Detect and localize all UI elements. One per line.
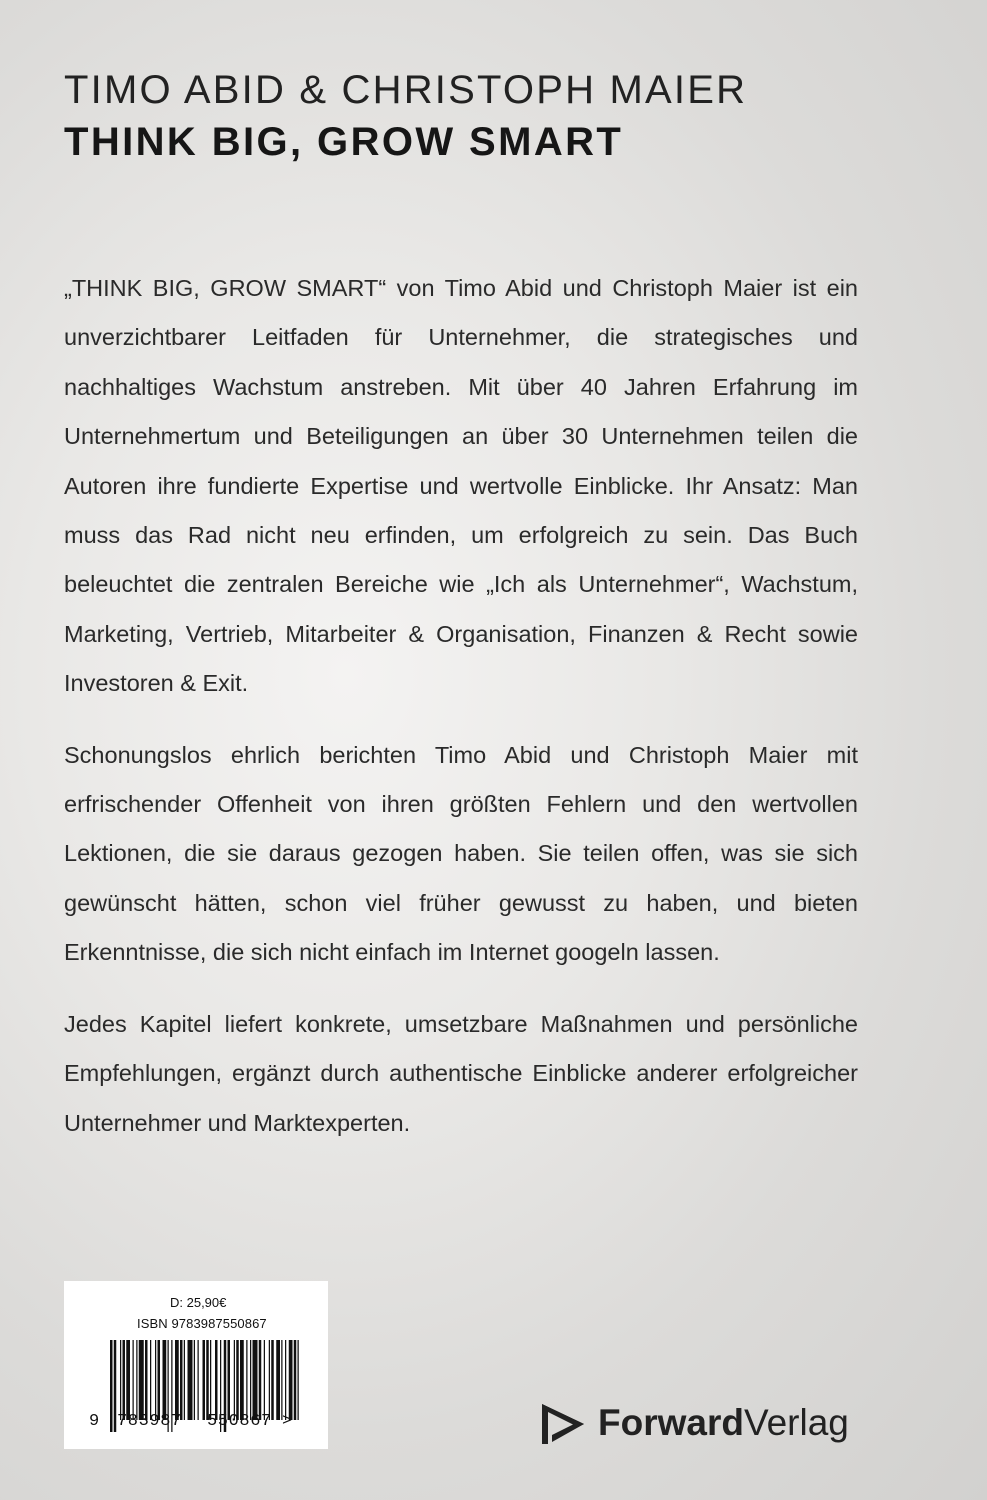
barcode-bar bbox=[246, 1340, 247, 1420]
barcode-bar bbox=[289, 1340, 293, 1420]
publisher-name-regular: Verlag bbox=[743, 1402, 849, 1443]
barcode-digits-right: 550867 bbox=[207, 1412, 272, 1431]
barcode-bar bbox=[175, 1340, 179, 1420]
barcode-bar bbox=[114, 1340, 117, 1432]
barcode-bar bbox=[203, 1340, 206, 1420]
barcode-box bbox=[64, 1281, 328, 1449]
barcode-bar bbox=[210, 1340, 211, 1420]
blurb-paragraph-2: Schonungslos ehrlich berichten Timo Abid und Christoph Maier mit erfrischender Offenheit von ihren größten Fehlern und den wertvollen Lektionen, die sie daraus gezogen haben. Sie teilen offen, was sie sich gewünscht hätten, schon viel früher gewusst zu haben, und bieten Erkenntnisse, die sich nicht einfach im Internet googeln lassen. bbox=[64, 741, 858, 966]
barcode-bar bbox=[294, 1340, 297, 1420]
barcode-bar bbox=[228, 1340, 231, 1420]
isbn-label: ISBN 9783987550867 bbox=[137, 1316, 267, 1331]
barcode-end-marker: > bbox=[282, 1412, 293, 1431]
barcode-bar bbox=[253, 1340, 258, 1420]
barcode-bar bbox=[298, 1340, 299, 1420]
barcode-bar bbox=[250, 1340, 251, 1420]
barcode-bar bbox=[158, 1340, 161, 1420]
book-title: THINK BIG, GROW SMART bbox=[64, 120, 624, 164]
barcode-bar bbox=[269, 1340, 270, 1420]
barcode-bar bbox=[271, 1340, 274, 1420]
barcode-bar bbox=[206, 1340, 209, 1420]
barcode-bar bbox=[285, 1340, 286, 1420]
barcode-bar bbox=[150, 1340, 151, 1420]
barcode-bar bbox=[240, 1340, 244, 1420]
barcode-digits-left: 783987 bbox=[117, 1412, 182, 1431]
barcode-bar bbox=[215, 1340, 218, 1420]
author-names: TIMO ABID & CHRISTOPH MAIER bbox=[64, 68, 748, 112]
price-label: D: 25,90€ bbox=[170, 1295, 227, 1310]
barcode-bar bbox=[264, 1340, 265, 1420]
barcode-bar bbox=[194, 1340, 195, 1420]
barcode-bar bbox=[126, 1340, 130, 1420]
barcode-bar bbox=[198, 1340, 199, 1420]
barcode-digit-first: 9 bbox=[89, 1412, 100, 1431]
barcode-bar bbox=[188, 1340, 193, 1420]
barcode-bar bbox=[234, 1340, 235, 1420]
barcode-bar bbox=[145, 1340, 148, 1420]
barcode-bar bbox=[281, 1340, 282, 1420]
barcode-bar bbox=[184, 1340, 185, 1420]
blurb-paragraph-1: „THINK BIG, GROW SMART“ von Timo Abid und Christoph Maier ist ein unverzichtbarer Leitfaden für Unternehmer, die strategisches und nachhaltiges Wachstum anstreben. Mit über 40 Jahren Erfahrung im Unternehmertum und Beteiligungen an über 30 Unternehmen teilen die Autoren ihre fundierte Expertise und wertvolle Einblicke. Ihr Ansatz: Man muss das Rad nicht neu erfinden, um erfolgreich zu sein. Das Buch beleuchtet die zentralen Bereiche wie „Ich als Unternehmer“, Wachstum, Marketing, Vertrieb, Mitarbeiter & Organisation, Finanzen & Recht sowie Investoren & Exit. bbox=[64, 275, 858, 697]
blurb-paragraph-3: Jedes Kapitel liefert konkrete, umsetzbare Maßnahmen und persönliche Empfehlungen, ergänzt durch authentische Einblicke anderer erfolgreicher Unternehmer und Marktexperten. bbox=[64, 1010, 858, 1136]
barcode-bar bbox=[139, 1340, 144, 1420]
barcode-bar bbox=[259, 1340, 262, 1420]
publisher-name bbox=[598, 1401, 849, 1445]
barcode-bar bbox=[123, 1340, 126, 1420]
barcode-bar bbox=[133, 1340, 134, 1420]
barcode-bar bbox=[236, 1340, 239, 1420]
barcode-bar bbox=[180, 1340, 183, 1420]
barcode-bar bbox=[155, 1340, 156, 1420]
barcode-bar bbox=[110, 1340, 113, 1432]
barcode-bar bbox=[120, 1340, 121, 1420]
barcode-bar bbox=[276, 1340, 280, 1420]
barcode-bar bbox=[136, 1340, 137, 1420]
barcode-bar bbox=[163, 1340, 167, 1420]
publisher-name-bold: Forward bbox=[598, 1402, 744, 1443]
play-icon bbox=[538, 1398, 586, 1450]
blurb bbox=[64, 264, 858, 1148]
